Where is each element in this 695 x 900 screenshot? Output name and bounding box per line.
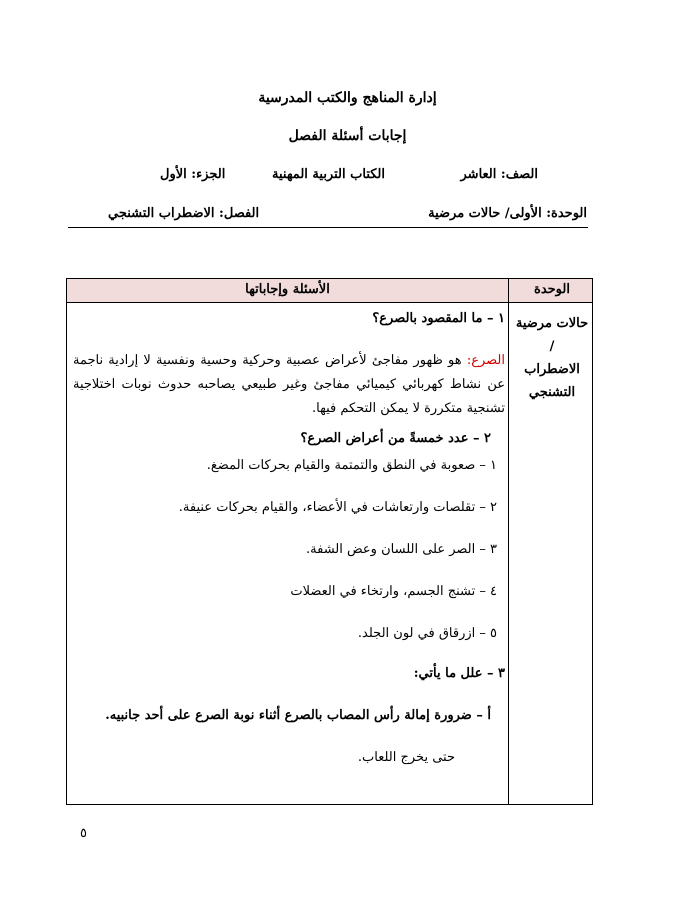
answer-1-keyword: الصرع:	[466, 353, 505, 368]
header-unit-cell: الوحدة	[534, 282, 570, 297]
chapter-label: الفصل: الاضطراب التشنجي	[108, 206, 260, 221]
unit-line: التشنجي	[528, 385, 576, 400]
answer-1	[73, 349, 505, 421]
qa-table	[66, 278, 593, 805]
header-qa-cell: الأسئلة وإجاباتها	[245, 282, 330, 297]
question-3a: أ – ضرورة إمالة رأس المصاب بالصرع أثناء نوبة الصرع على أحد جانبيه.	[105, 708, 491, 723]
header-divider	[68, 227, 588, 228]
symptom-item: ٤ – تشنج الجسم، وارتخاء في العضلات	[290, 584, 497, 599]
column-divider	[508, 279, 509, 804]
book-label: الكتاب التربية المهنية	[272, 167, 386, 182]
question-1: ١ – ما المقصود بالصرع؟	[372, 311, 505, 326]
unit-line: حالات مرضية	[515, 316, 589, 331]
symptom-item: ١ – صعوبة في النطق والتمتمة والقيام بحركات المضغ.	[206, 458, 497, 473]
question-3: ٣ – علل ما يأتي:	[413, 666, 505, 681]
unit-cell	[510, 312, 594, 404]
part-label: الجزء: الأول	[160, 167, 226, 182]
answer-1-text: هو ظهور مفاجئ لأعراض عصبية وحركية وحسية ونفسية لا إرادية ناجمة عن نشاط كهربائي كيميائي مفاجئ وغير طبيعي يصاحبه حدوث نوبات اختلاجية تشنجية متكررة لا يمكن التحكم فيها.	[73, 353, 505, 416]
question-2: ٢ – عدد خمسةً من أعراض الصرع؟	[300, 431, 491, 446]
answer-3a: حتى يخرج اللعاب.	[357, 750, 455, 765]
unit-line: الاضطراب	[524, 362, 580, 377]
unit-label: الوحدة: الأولى/ حالات مرضية	[428, 206, 587, 221]
symptom-item: ٢ – تقلصات وارتعاشات في الأعضاء، والقيام بحركات عنيفة.	[178, 500, 497, 515]
symptom-item: ٣ – الصر على اللسان وعض الشفة.	[306, 542, 497, 557]
grade-label: الصف: العاشر	[460, 167, 538, 182]
table-header-row	[67, 279, 592, 303]
page-number: ٥	[80, 826, 87, 841]
symptom-item: ٥ – ازرقاق في لون الجلد.	[357, 626, 497, 641]
document-subtitle: إجابات أسئلة الفصل	[288, 128, 407, 144]
unit-line: /	[549, 339, 555, 354]
document-title: إدارة المناهج والكتب المدرسية	[258, 90, 437, 106]
